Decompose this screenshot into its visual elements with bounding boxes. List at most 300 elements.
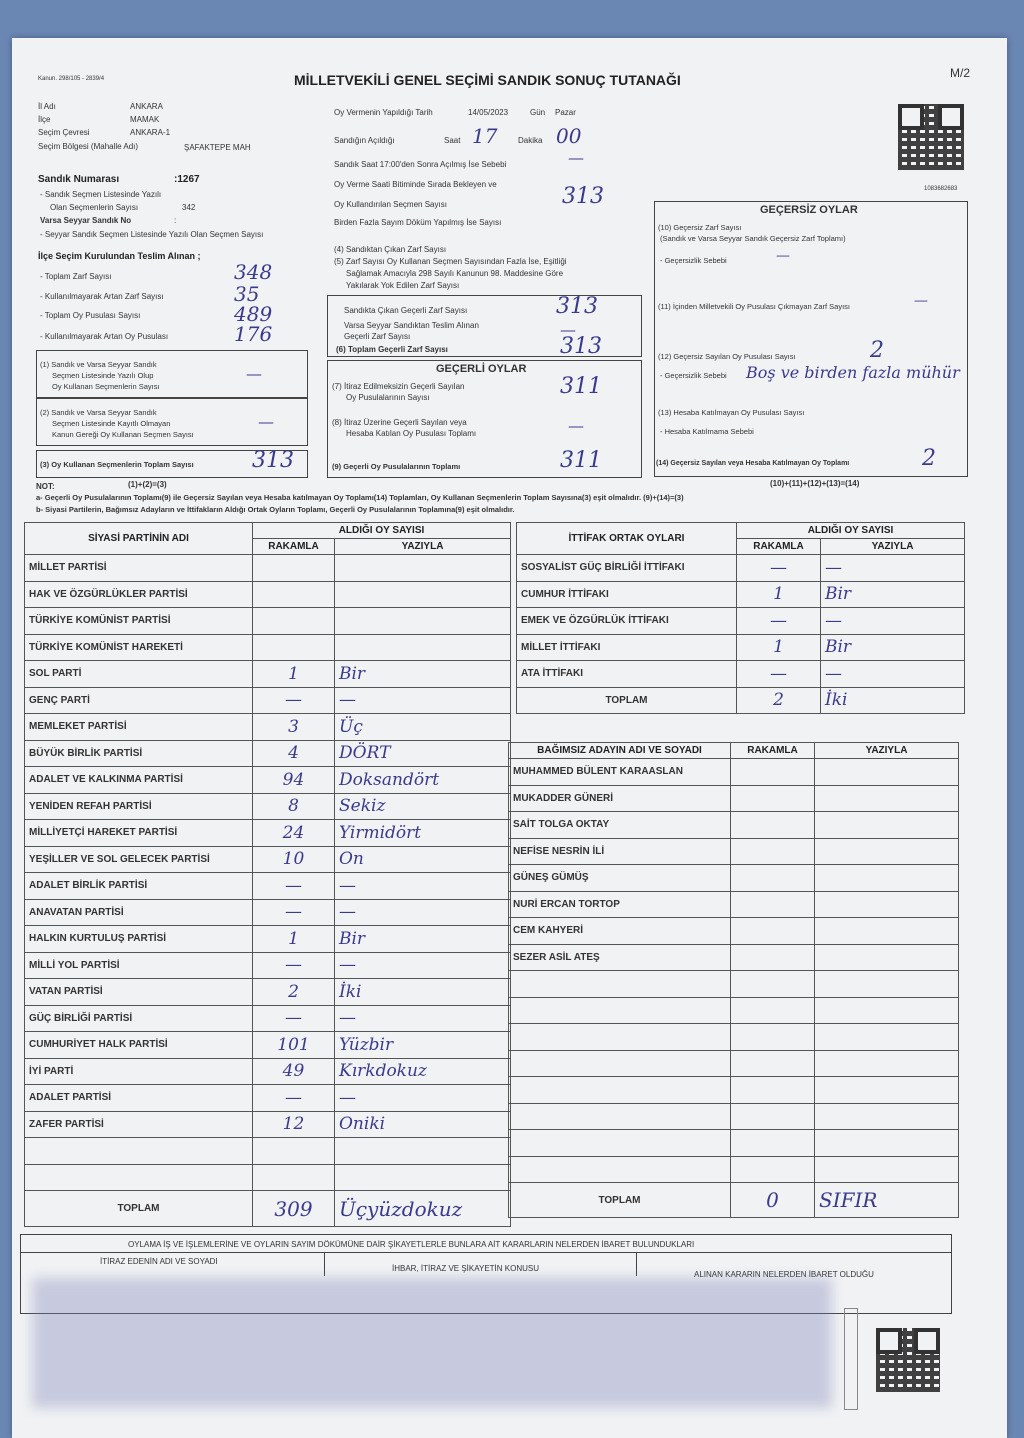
table-row [509, 971, 959, 998]
independent-votes-text [815, 1130, 959, 1157]
table-row [517, 608, 965, 635]
alliances-col-num: RAKAMLA [737, 539, 821, 555]
party-votes-text: — [335, 952, 511, 979]
complaints-col-1: İTİRAZ EDENİN ADI VE SOYADI [100, 1257, 218, 1266]
alliances-total-num: 2 [737, 687, 821, 714]
invalid-votes-value: 2 [870, 338, 884, 363]
table-row [509, 891, 959, 918]
ballot-result-form [12, 38, 1007, 1438]
party-votes-num: — [253, 952, 335, 979]
table-row [25, 899, 511, 926]
party-votes-text: — [335, 1085, 511, 1112]
independent-votes-num [731, 1077, 815, 1104]
alliances-col-text: YAZIYLA [821, 539, 965, 555]
parties-col-num: RAKAMLA [253, 539, 335, 555]
invalid-votes-formula: (10)+(11)+(12)+(13)=(14) [770, 479, 860, 488]
independent-votes-text [815, 759, 959, 786]
location-label: Seçim Çevresi [38, 128, 90, 137]
party-name: ADALET PARTİSİ [25, 1085, 253, 1112]
alliances-table [516, 522, 965, 714]
independent-votes-text [815, 944, 959, 971]
table-row [25, 767, 511, 794]
party-votes-text: — [335, 1005, 511, 1032]
party-votes-text: Oniki [335, 1111, 511, 1138]
independent-votes-num [731, 865, 815, 892]
barcode-number: 1083682683 [924, 186, 958, 192]
redacted-signatures [32, 1278, 832, 1408]
party-votes-text: Yüzbir [335, 1032, 511, 1059]
valid-votes-value: 311 [560, 374, 602, 399]
table-row [509, 812, 959, 839]
valid-votes-label: (8) İtiraz Üzerine Geçerli Sayılan veya [332, 418, 467, 427]
independent-name [509, 1077, 731, 1104]
invalid-votes-total-label: (14) Geçersiz Sayılan veya Hesaba Katılmayan Oy Toplamı [656, 460, 850, 467]
table-row [25, 581, 511, 608]
total-envelopes-value: 313 [560, 334, 602, 359]
party-name: ANAVATAN PARTİSİ [25, 899, 253, 926]
party-name: BÜYÜK BİRLİK PARTİSİ [25, 740, 253, 767]
party-name: YEŞİLLER VE SOL GELECEK PARTİSİ [25, 846, 253, 873]
alliance-votes-text: — [821, 661, 965, 688]
queue-value: 313 [562, 184, 604, 209]
party-name: YENİDEN REFAH PARTİSİ [25, 793, 253, 820]
voters-value: — [246, 364, 262, 383]
party-votes-text: Bir [335, 661, 511, 688]
independent-votes-num [731, 1130, 815, 1157]
independent-votes-text [815, 785, 959, 812]
independent-votes-num [731, 944, 815, 971]
registered-voters-value: 342 [182, 203, 196, 212]
note-b: b- Siyasi Partilerin, Bağımsız Adayların ve İttifakların Aldığı Ortak Oyların Toplamı, Geçerli Oy Pusulalarının Toplamına(9) eşit olmalıdır. [36, 505, 515, 514]
party-votes-num: 49 [253, 1058, 335, 1085]
alliance-votes-text: Bir [821, 634, 965, 661]
received-value: 35 [234, 282, 260, 306]
independent-name [509, 971, 731, 998]
hour-value: 17 [472, 124, 498, 148]
independent-votes-text [815, 891, 959, 918]
invalid-votes-label: (13) Hesaba Katılmayan Oy Pusulası Sayısı [658, 408, 805, 417]
independent-votes-text [815, 918, 959, 945]
received-value: 489 [234, 302, 273, 326]
invalid-reason-label: - Geçersizlik Sebebi [660, 371, 727, 380]
valid-votes-label: Oy Pusulalarının Sayısı [346, 393, 430, 402]
table-row [25, 820, 511, 847]
party-votes-text [335, 1138, 511, 1165]
party-votes-num: 101 [253, 1032, 335, 1059]
independent-name: NURİ ERCAN TORTOP [509, 891, 731, 918]
party-votes-text [335, 555, 511, 582]
independent-votes-text [815, 1024, 959, 1051]
table-row [509, 785, 959, 812]
ballot-box-number-value: :1267 [174, 174, 200, 185]
table-row [25, 1058, 511, 1085]
party-votes-num [253, 581, 335, 608]
party-votes-text: Doksandört [335, 767, 511, 794]
party-name: MİLLET PARTİSİ [25, 555, 253, 582]
independent-name [509, 997, 731, 1024]
independent-name: NEFİSE NESRİN İLİ [509, 838, 731, 865]
registered-voters-label: Olan Seçmenlerin Sayısı [50, 203, 139, 212]
party-name: SOL PARTİ [25, 661, 253, 688]
voters-formula: (1)+(2)=(3) [128, 480, 167, 489]
complaints-col-2: İHBAR, İTİRAZ VE ŞİKAYETİN KONUSU [392, 1264, 539, 1273]
party-name: ADALET VE KALKINMA PARTİSİ [25, 767, 253, 794]
party-votes-num: 8 [253, 793, 335, 820]
invalid-reason-value: Boş ve birden fazla mühür [746, 363, 960, 382]
party-votes-text [335, 1164, 511, 1191]
table-row [25, 687, 511, 714]
date-value: 14/05/2023 [468, 108, 509, 117]
location-value: MAMAK [130, 115, 160, 124]
table-row [25, 661, 511, 688]
party-name: MEMLEKET PARTİSİ [25, 714, 253, 741]
voters-label: (2) Sandık ve Varsa Seyyar Sandık [40, 408, 157, 417]
party-votes-num: 24 [253, 820, 335, 847]
envelopes-label: (5) Zarf Sayısı Oy Kullanan Seçmen Sayısından Fazla İse, Eşitliği [334, 257, 567, 266]
valid-envelopes-label: Sandıkta Çıkan Geçerli Zarf Sayısı [344, 306, 468, 315]
valid-votes-label: (7) İtiraz Edilmeksizin Geçerli Sayılan [332, 382, 465, 391]
recount-label: Birden Fazla Sayım Döküm Yapılmış İse Sayısı [334, 218, 502, 227]
independent-name: GÜNEŞ GÜMÜŞ [509, 865, 731, 892]
received-value: 176 [234, 322, 273, 346]
voters-label: (1) Sandık ve Varsa Seyyar Sandık [40, 360, 157, 369]
party-name: TÜRKİYE KOMÜNİST HAREKETİ [25, 634, 253, 661]
party-votes-num: 4 [253, 740, 335, 767]
parties-col-text: YAZIYLA [335, 539, 511, 555]
voters-total-label: (3) Oy Kullanan Seçmenlerin Toplam Sayısı [40, 460, 194, 469]
voters-total-value: 313 [252, 448, 294, 473]
table-row [25, 952, 511, 979]
invalid-votes-value: — [914, 293, 928, 309]
voters-value: — [258, 412, 274, 431]
independents-col-text: YAZIYLA [815, 743, 959, 759]
party-votes-text: Yirmidört [335, 820, 511, 847]
independent-votes-num [731, 997, 815, 1024]
independent-votes-num [731, 1024, 815, 1051]
independent-votes-num [731, 785, 815, 812]
independent-votes-text [815, 997, 959, 1024]
independents-table [508, 742, 959, 1218]
parties-total-text: Üçyüzdokuz [335, 1191, 511, 1227]
mobile-box-label: Varsa Seyyar Sandık No [40, 216, 132, 225]
party-votes-text [335, 581, 511, 608]
party-name: İYİ PARTİ [25, 1058, 253, 1085]
party-name: GÜÇ BİRLİĞİ PARTİSİ [25, 1005, 253, 1032]
invalid-votes-label: (11) İçinden Milletvekili Oy Pusulası Çıkmayan Zarf Sayısı [658, 302, 851, 311]
independents-total-label: TOPLAM [509, 1183, 731, 1218]
valid-votes-total-label: (9) Geçerli Oy Pusulalarının Toplamı [332, 462, 461, 471]
alliance-votes-num: 1 [737, 634, 821, 661]
independent-votes-num [731, 1156, 815, 1183]
table-row [509, 865, 959, 892]
independent-name: MUKADDER GÜNERİ [509, 785, 731, 812]
party-votes-text [335, 634, 511, 661]
party-votes-num: 3 [253, 714, 335, 741]
alliance-votes-num: 1 [737, 581, 821, 608]
location-value: ANKARA [130, 102, 163, 111]
party-votes-num: 1 [253, 661, 335, 688]
table-row [25, 1164, 511, 1191]
valid-votes-value: — [568, 416, 584, 435]
party-votes-text: Bir [335, 926, 511, 953]
alliance-votes-num: — [737, 661, 821, 688]
received-label: - Kullanılmayarak Artan Zarf Sayısı [40, 292, 164, 301]
party-name [25, 1138, 253, 1165]
form-code: M/2 [950, 66, 971, 80]
party-name [25, 1164, 253, 1191]
received-value: 348 [234, 260, 273, 284]
alliance-name: EMEK VE ÖZGÜRLÜK İTTİFAKI [517, 608, 737, 635]
invalid-votes-total-value: 2 [922, 446, 936, 471]
received-label: - Toplam Oy Pusulası Sayısı [40, 311, 141, 320]
party-name: TÜRKİYE KOMÜNİST PARTİSİ [25, 608, 253, 635]
party-votes-num [253, 1138, 335, 1165]
independent-votes-text [815, 838, 959, 865]
table-row [517, 555, 965, 582]
received-label: - Toplam Zarf Sayısı [40, 272, 112, 281]
alliances-col-name: İTTİFAK ORTAK OYLARI [517, 523, 737, 555]
independent-votes-num [731, 838, 815, 865]
queue-label: Oy Verme Saati Bitiminde Sırada Bekleyen ve [334, 180, 497, 189]
alliances-total-text: İki [821, 687, 965, 714]
envelopes-label: (4) Sandıktan Çıkan Zarf Sayısı [334, 245, 447, 254]
party-name: HALKIN KURTULUŞ PARTİSİ [25, 926, 253, 953]
party-votes-text: On [335, 846, 511, 873]
party-votes-num: — [253, 687, 335, 714]
total-envelopes-label: (6) Toplam Geçerli Zarf Sayısı [336, 345, 448, 354]
alliances-col-votes: ALDIĞI OY SAYISI [737, 523, 965, 539]
ballot-box-number-label: Sandık Numarası [38, 174, 120, 185]
independents-total-num: 0 [731, 1183, 815, 1218]
alliance-name: CUMHUR İTTİFAKI [517, 581, 737, 608]
complaints-title: OYLAMA İŞ VE İŞLEMLERİNE VE OYLARIN SAYIM DÖKÜMÜNE DAİR ŞİKAYETLERLE BUNLARA AİT KARARLARIN NELERDEN İBARET BULUNDUKLARI [128, 1240, 695, 1249]
mobile-envelopes-label: Varsa Seyyar Sandıktan Teslim Alınan [344, 321, 479, 330]
party-votes-text [335, 608, 511, 635]
party-votes-num [253, 1164, 335, 1191]
independent-votes-text [815, 971, 959, 998]
independent-votes-text [815, 1077, 959, 1104]
independent-votes-num [731, 759, 815, 786]
independent-name: CEM KAHYERİ [509, 918, 731, 945]
party-votes-num [253, 608, 335, 635]
table-row [509, 1156, 959, 1183]
invalid-votes-label: (Sandık ve Varsa Seyyar Sandık Geçersiz Zarf Toplamı) [660, 234, 846, 243]
queue-label: Oy Kullandırılan Seçmen Sayısı [334, 200, 447, 209]
independent-votes-text [815, 812, 959, 839]
independent-votes-text [815, 1156, 959, 1183]
table-row [509, 1077, 959, 1104]
table-row [509, 997, 959, 1024]
qr-code-icon [876, 1328, 940, 1392]
party-votes-num: — [253, 1005, 335, 1032]
party-name: ZAFER PARTİSİ [25, 1111, 253, 1138]
independents-col-name: BAĞIMSIZ ADAYIN ADI VE SOYADI [509, 743, 731, 759]
registered-voters-label: - Sandık Seçmen Listesinde Yazılı [40, 190, 162, 199]
mobile-box-value: : [174, 216, 177, 225]
independent-name [509, 1130, 731, 1157]
mobile-envelopes-value: — [560, 320, 576, 339]
table-row [25, 926, 511, 953]
day-label: Gün [530, 108, 546, 117]
parties-col-votes: ALDIĞI OY SAYISI [253, 523, 511, 539]
side-strip [844, 1308, 858, 1410]
party-votes-text: DÖRT [335, 740, 511, 767]
invalid-votes-label: (12) Geçersiz Sayılan Oy Pusulası Sayısı [658, 352, 796, 361]
party-votes-num: 10 [253, 846, 335, 873]
table-row [25, 740, 511, 767]
complaints-divider [324, 1252, 325, 1276]
table-row [509, 1050, 959, 1077]
independent-name [509, 1103, 731, 1130]
independent-votes-text [815, 1103, 959, 1130]
independent-name: SEZER ASİL ATEŞ [509, 944, 731, 971]
valid-votes-title: GEÇERLİ OYLAR [436, 363, 527, 375]
table-row [25, 1085, 511, 1112]
opened-label: Sandığın Açıldığı [334, 136, 395, 145]
invalid-votes-label: (10) Geçersiz Zarf Sayısı [658, 223, 742, 232]
complaints-col-3: ALINAN KARARIN NELERDEN İBARET OLDUĞU [694, 1270, 874, 1279]
party-votes-num: — [253, 1085, 335, 1112]
invalid-reason-label: - Hesaba Katılmama Sebebi [660, 427, 754, 436]
party-votes-text: İki [335, 979, 511, 1006]
independent-name [509, 1050, 731, 1077]
table-row [509, 918, 959, 945]
alliance-votes-num: — [737, 555, 821, 582]
late-open-label: Sandık Saat 17:00'den Sonra Açılmış İse Sebebi [334, 160, 507, 169]
table-row [25, 1111, 511, 1138]
late-open-value: — [568, 148, 584, 167]
independent-votes-num [731, 1103, 815, 1130]
party-votes-num: — [253, 873, 335, 900]
hour-label: Saat [444, 136, 461, 145]
complaints-divider [636, 1252, 637, 1276]
independent-votes-num [731, 971, 815, 998]
law-reference: Kanun. 298/105 - 2839/4 [38, 76, 105, 82]
alliance-votes-text: — [821, 608, 965, 635]
table-row [509, 759, 959, 786]
voters-label: Seçmen Listesinde Kayıtlı Olmayan [52, 419, 171, 428]
party-votes-text: Üç [335, 714, 511, 741]
alliance-votes-text: Bir [821, 581, 965, 608]
parties-table [24, 522, 511, 1227]
valid-envelopes-value: 313 [556, 294, 598, 319]
independents-total-text: SIFIR [815, 1183, 959, 1218]
independent-name: MUHAMMED BÜLENT KARAASLAN [509, 759, 731, 786]
invalid-votes-value: — [776, 248, 790, 264]
parties-total-num: 309 [253, 1191, 335, 1227]
day-value: Pazar [555, 108, 576, 117]
parties-total-label: TOPLAM [25, 1191, 253, 1227]
voters-label: Kanun Gereği Oy Kullanan Seçmen Sayısı [52, 430, 194, 439]
party-votes-text: — [335, 899, 511, 926]
party-votes-text: Kırkdokuz [335, 1058, 511, 1085]
party-name: GENÇ PARTİ [25, 687, 253, 714]
independent-name [509, 1156, 731, 1183]
party-name: ADALET BİRLİK PARTİSİ [25, 873, 253, 900]
mobile-envelopes-label: Geçerli Zarf Sayısı [344, 332, 411, 341]
table-row [25, 555, 511, 582]
received-label: - Kullanılmayarak Artan Oy Pusulası [40, 332, 169, 341]
valid-votes-total-value: 311 [560, 448, 602, 473]
parties-col-name: SİYASİ PARTİNİN ADI [25, 523, 253, 555]
table-row [517, 581, 965, 608]
alliances-total-label: TOPLAM [517, 687, 737, 714]
table-row [25, 873, 511, 900]
mobile-voters-label: - Seyyar Sandık Seçmen Listesinde Yazılı Olan Seçmen Sayısı [40, 230, 264, 239]
party-votes-num [253, 555, 335, 582]
alliance-votes-text: — [821, 555, 965, 582]
form-title: MİLLETVEKİLİ GENEL SEÇİMİ SANDIK SONUÇ TUTANAĞI [294, 72, 681, 88]
party-votes-text: — [335, 687, 511, 714]
table-row [25, 634, 511, 661]
minute-label: Dakika [518, 136, 543, 145]
received-title: İlçe Seçim Kurulundan Teslim Alınan ; [38, 251, 201, 261]
table-row [509, 838, 959, 865]
invalid-votes-title: GEÇERSİZ OYLAR [760, 204, 858, 216]
location-label: İl Adı [38, 102, 56, 111]
table-row [509, 1024, 959, 1051]
table-row [25, 1005, 511, 1032]
envelopes-label: Yakılarak Yok Edilen Zarf Sayısı [346, 281, 460, 290]
table-row [517, 661, 965, 688]
table-row [25, 714, 511, 741]
qr-code-icon [898, 104, 964, 170]
table-row [509, 944, 959, 971]
table-row [509, 1103, 959, 1130]
independent-votes-num [731, 891, 815, 918]
table-row [25, 1138, 511, 1165]
alliance-name: MİLLET İTTİFAKI [517, 634, 737, 661]
party-name: CUMHURİYET HALK PARTİSİ [25, 1032, 253, 1059]
location-value: ANKARA-1 [130, 128, 171, 137]
table-row [25, 846, 511, 873]
independents-col-num: RAKAMLA [731, 743, 815, 759]
table-row [25, 979, 511, 1006]
date-label: Oy Vermenin Yapıldığı Tarih [334, 108, 433, 117]
alliance-name: SOSYALİST GÜÇ BİRLİĞİ İTTİFAKI [517, 555, 737, 582]
notes-label: NOT: [36, 482, 55, 491]
party-votes-num: 94 [253, 767, 335, 794]
table-row [25, 1032, 511, 1059]
independent-votes-num [731, 1050, 815, 1077]
envelopes-label: Sağlamak Amacıyla 298 Sayılı Kanunun 98. Maddesine Göre [346, 269, 564, 278]
independent-votes-num [731, 812, 815, 839]
independent-votes-text [815, 865, 959, 892]
party-name: MİLLİ YOL PARTİSİ [25, 952, 253, 979]
voters-label: Seçmen Listesinde Yazılı Olup [52, 371, 154, 380]
note-a: a- Geçerli Oy Pusulalarının Toplamı(9) ile Geçersiz Sayılan veya Hesaba katılmayan Oy Toplamı(14) Toplamları, Oy Kullanan Seçmenlerin Toplam Sayısına(3) eşit olmalıdır. (9)+(14)=(3) [36, 493, 684, 502]
party-votes-num: 12 [253, 1111, 335, 1138]
party-name: MİLLİYETÇİ HAREKET PARTİSİ [25, 820, 253, 847]
table-row [25, 608, 511, 635]
party-votes-num: 2 [253, 979, 335, 1006]
voters-label: Oy Kullanan Seçmenlerin Sayısı [52, 382, 160, 391]
party-name: HAK VE ÖZGÜRLÜKLER PARTİSİ [25, 581, 253, 608]
party-votes-num: 1 [253, 926, 335, 953]
complaints-divider [20, 1252, 952, 1253]
table-row [517, 634, 965, 661]
party-votes-num [253, 634, 335, 661]
independent-votes-num [731, 918, 815, 945]
party-name: VATAN PARTİSİ [25, 979, 253, 1006]
independent-votes-text [815, 1050, 959, 1077]
party-votes-text: Sekiz [335, 793, 511, 820]
independent-name: SAİT TOLGA OKTAY [509, 812, 731, 839]
valid-votes-label: Hesaba Katılan Oy Pusulası Toplamı [346, 429, 477, 438]
invalid-reason-label: - Geçersizlik Sebebi [660, 256, 727, 265]
independent-name [509, 1024, 731, 1051]
table-row [509, 1130, 959, 1157]
